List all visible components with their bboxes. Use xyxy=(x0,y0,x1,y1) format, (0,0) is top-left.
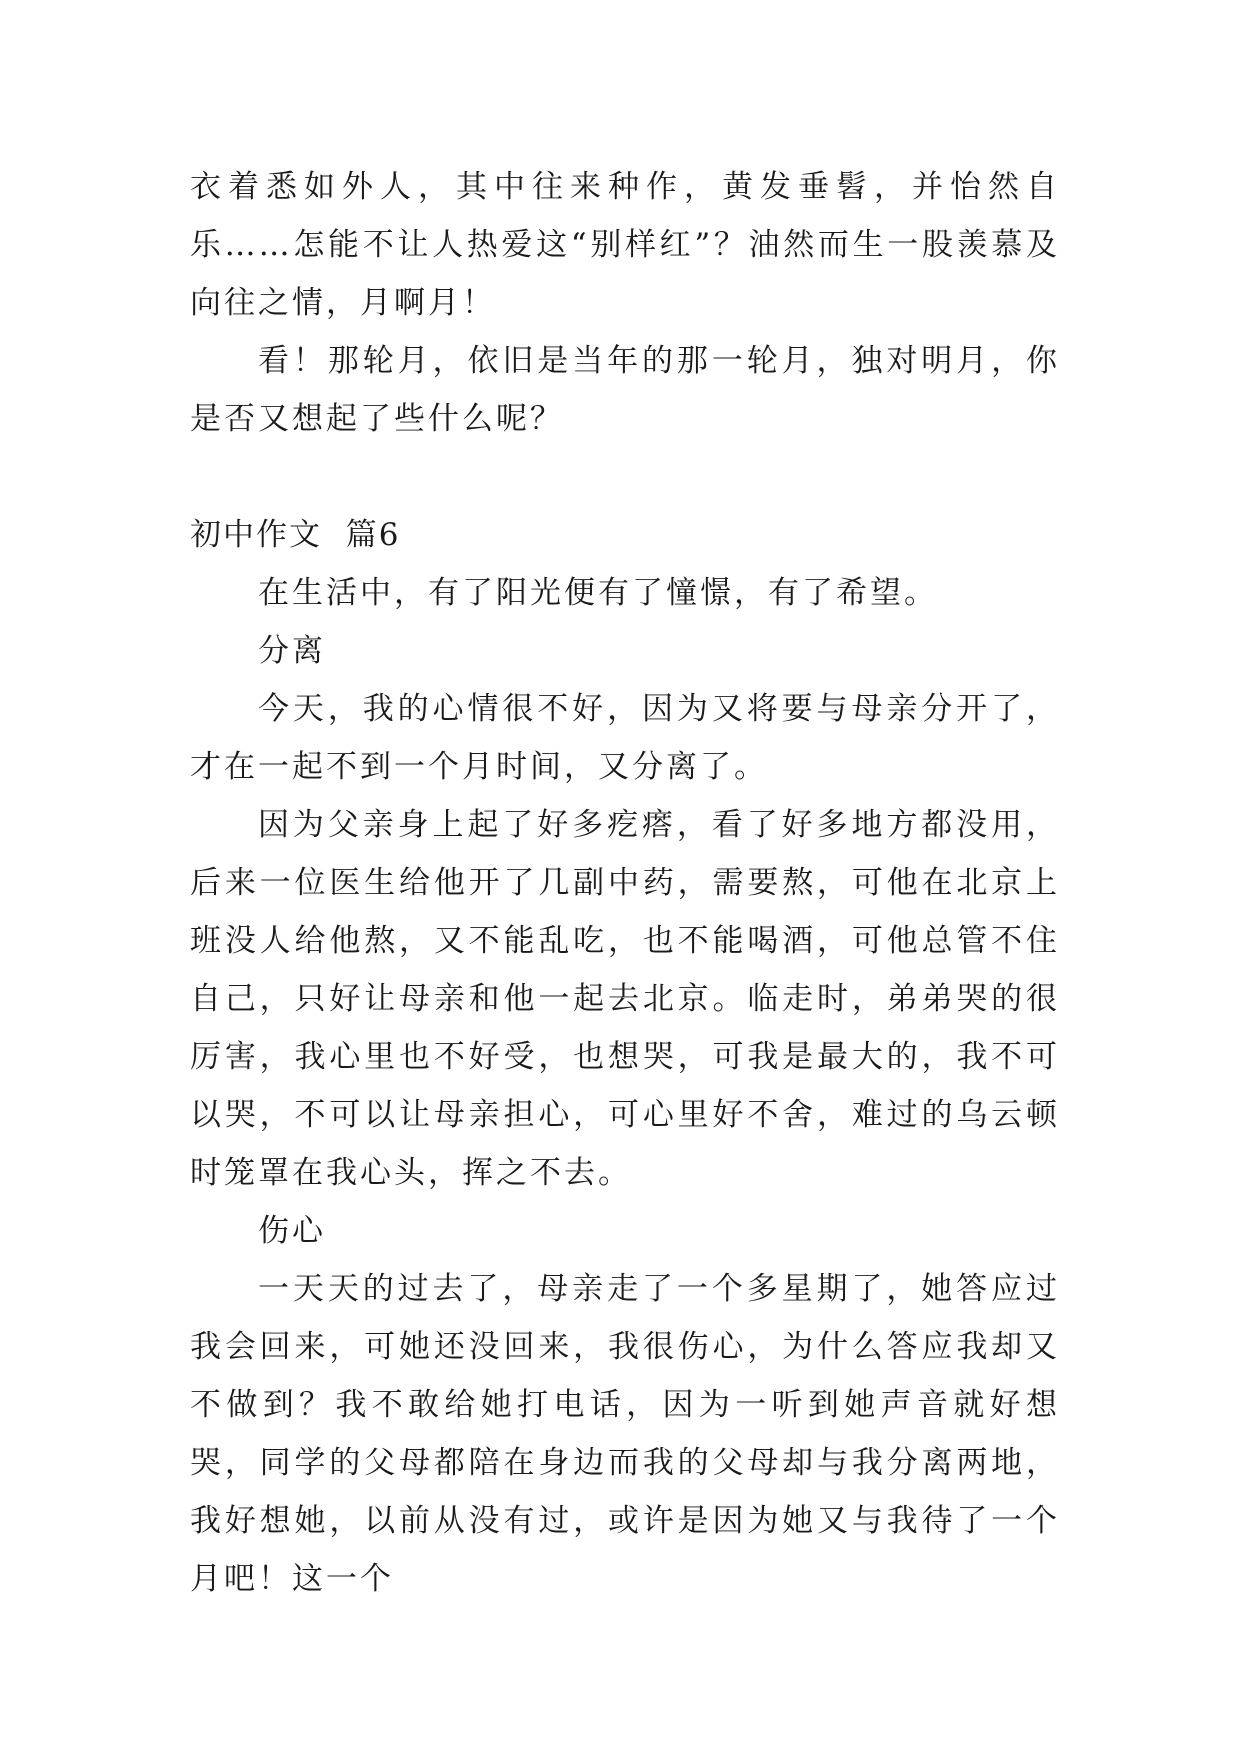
paragraph: 因为父亲身上起了好多疙瘩，看了好多地方都没用，后来一位医生给他开了几副中药，需要熬，可他在北京上班没人给他熬，又不能乱吃，也不能喝酒，可他总管不住自己，只好让母亲和他一起去北京。临走时，弟弟哭的很厉害，我心里也不好受，也想哭，可我是最大的，我不可以哭，不可以让母亲担心，可心里好不舍，难过的乌云顿时笼罩在我心头，挥之不去。 xyxy=(190,807,1060,1191)
paragraph: 衣着悉如外人，其中往来种作，黄发垂髫，并怡然自乐……怎能不让人热爱这“别样红”？油然而生一股羡慕及向往之情，月啊月！ xyxy=(190,169,1060,321)
paragraph: 在生活中，有了阳光便有了憧憬，有了希望。 xyxy=(258,575,938,611)
document-body xyxy=(190,158,1060,1608)
paragraph: 一天天的过去了，母亲走了一个多星期了，她答应过我会回来，可她还没回来，我很伤心，为什么答应我却又不做到？我不敢给她打电话，因为一听到她声音就好想哭，同学的父母都陪在身边而我的父母却与我分离两地，我好想她，以前从没有过，或许是因为她又与我待了一个月吧！这一个 xyxy=(190,1271,1060,1597)
paragraph: 看！那轮月，依旧是当年的那一轮月，独对明月，你是否又想起了些什么呢？ xyxy=(190,343,1060,437)
paragraph: 今天，我的心情很不好，因为又将要与母亲分开了，才在一起不到一个月时间，又分离了。 xyxy=(190,691,1060,785)
subheading-sadness: 伤心 xyxy=(258,1213,326,1249)
subheading-separation: 分离 xyxy=(258,633,326,669)
section-heading: 初中作文 篇6 xyxy=(190,517,401,553)
